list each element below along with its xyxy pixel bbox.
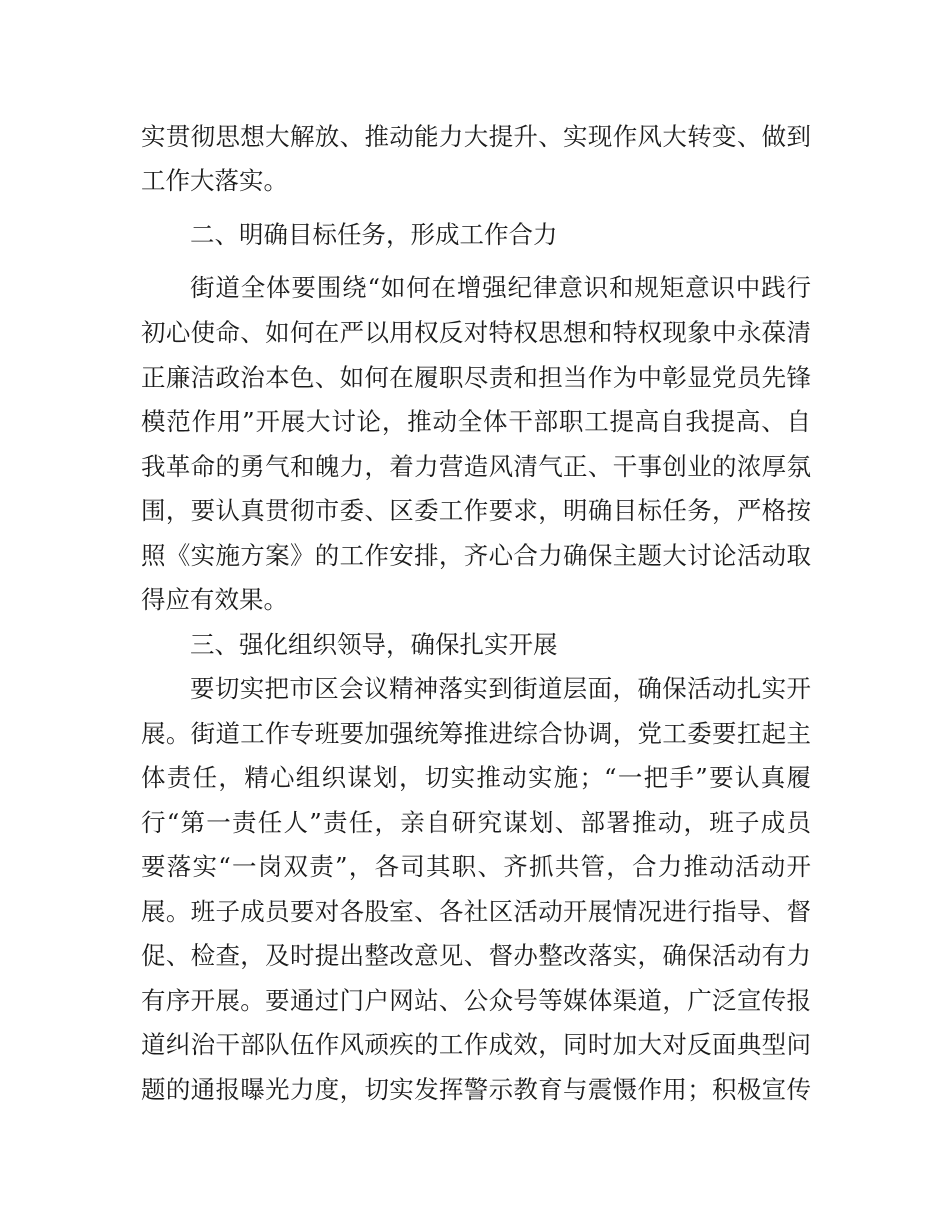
body-text-line: 行“第一责任人”责任，亲自研究谋划、部署推动，班子成员 (141, 808, 811, 837)
body-text-line: 展。街道工作专班要加强统筹推进综合协调，党工委要扛起主 (141, 719, 811, 748)
body-text-line: 有序开展。要通过门户网站、公众号等媒体渠道，广泛宣传报 (141, 986, 811, 1015)
body-text-line: 要切实把市区会议精神落实到街道层面，确保活动扎实开 (190, 674, 811, 703)
body-text-line: 初心使命、如何在严以用权反对特权思想和特权现象中永葆清 (141, 318, 811, 347)
body-text-line: 实贯彻思想大解放、推动能力大提升、实现作风大转变、做到 (141, 122, 811, 151)
body-text-line: 要落实“一岗双责”，各司其职、齐抓共管，合力推动活动开 (141, 852, 811, 881)
body-text-line: 展。班子成员要对各股室、各社区活动开展情况进行指导、督 (141, 897, 811, 926)
body-text-line: 工作大落实。 (141, 166, 288, 195)
section-heading-3: 三、强化组织领导，确保扎实开展 (190, 630, 558, 659)
body-text-line: 照《实施方案》的工作安排，齐心合力确保主题大讨论活动取 (141, 541, 811, 570)
body-text-line: 正廉洁政治本色、如何在履职尽责和担当作为中彰显党员先锋 (141, 363, 811, 392)
body-text-line: 体责任，精心组织谋划，切实推动实施；“一把手”要认真履 (141, 763, 811, 792)
body-text-line: 街道全体要围绕“如何在增强纪律意识和规矩意识中践行 (190, 273, 811, 302)
body-text-line: 得应有效果。 (141, 585, 288, 614)
body-text-line: 题的通报曝光力度，切实发挥警示教育与震慑作用；积极宣传 (141, 1075, 811, 1104)
body-text-line: 道纠治干部队伍作风顽疾的工作成效，同时加大对反面典型问 (141, 1030, 811, 1059)
body-text-line: 围，要认真贯彻市委、区委工作要求，明确目标任务，严格按 (141, 496, 811, 525)
body-text-line: 促、检查，及时提出整改意见、督办整改落实，确保活动有力 (141, 941, 811, 970)
body-text-line: 模范作用”开展大讨论，推动全体干部职工提高自我提高、自 (141, 407, 811, 436)
section-heading-2: 二、明确目标任务，形成工作合力 (190, 220, 558, 249)
body-text-line: 我革命的勇气和魄力，着力营造风清气正、干事创业的浓厚氛 (141, 452, 811, 481)
